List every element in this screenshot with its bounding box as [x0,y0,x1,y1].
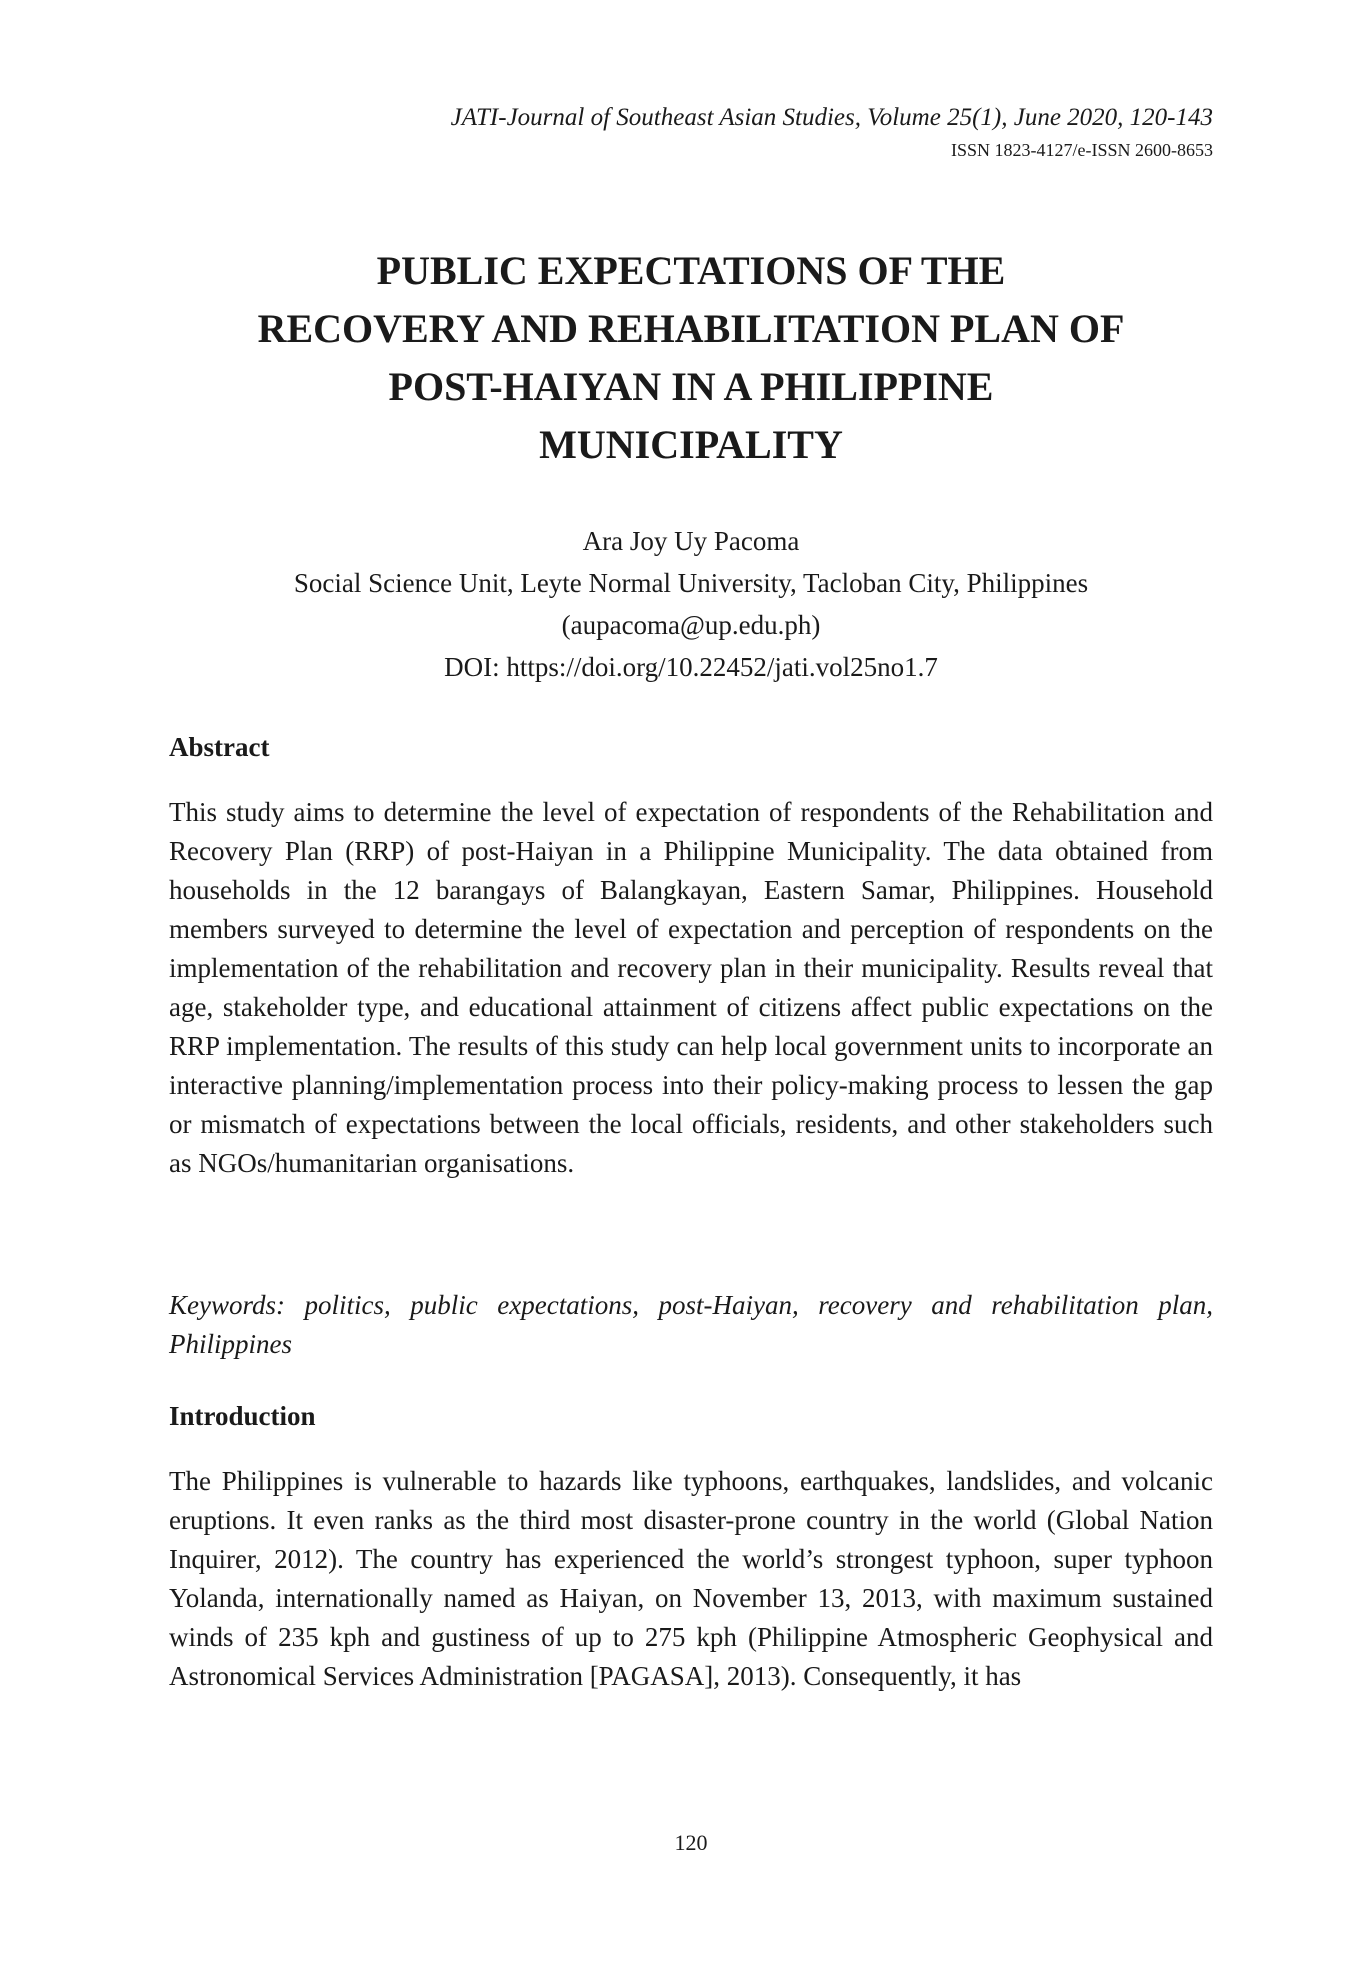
author-name: Ara Joy Uy Pacoma [582,526,800,556]
doi-link[interactable]: DOI: https://doi.org/10.22452/jati.vol25no1.7 [444,652,938,682]
title-line: PUBLIC EXPECTATIONS OF THE [376,248,1006,293]
issn-line: ISSN 1823-4127/e-ISSN 2600-8653 [950,140,1213,160]
author-email: (aupacoma@up.edu.ph) [561,610,821,640]
keywords: Keywords: politics, public expectations, post-Haiyan, recovery and rehabilitation plan, Philippines [169,1290,1213,1359]
journal-citation: JATI-Journal of Southeast Asian Studies, Volume 25(1), June 2020, 120-143 [450,104,1213,131]
title-line: RECOVERY AND REHABILITATION PLAN OF [257,306,1125,351]
introduction-heading: Introduction [169,1401,316,1431]
page-number: 120 [674,1830,708,1855]
title-line: POST-HAIYAN IN A PHILIPPINE [388,364,994,409]
title-line: MUNICIPALITY [539,422,843,467]
abstract-heading: Abstract [169,732,270,762]
introduction-body: The Philippines is vulnerable to hazards like typhoons, earthquakes, landslides, and volcanic eruptions. It even ranks as the third most disaster-prone country in the world (Global Nation Inquirer, 2012). The country has experienced the world’s strongest typhoon, super typhoon Yolanda, internationally named as Haiyan, on November 13, 2013, with maximum sustained winds of 235 kph and gustiness of up to 275 kph (Philippine Atmospheric Geophysical and Astronomical Services Administration [PAGASA], 2013). Consequently, it has [169,1466,1213,1691]
abstract-body: This study aims to determine the level of expectation of respondents of the Rehabilitation and Recovery Plan (RRP) of post-Haiyan in a Philippine Municipality. The data obtained from households in the 12 barangays of Balangkayan, Eastern Samar, Philippines. Household members surveyed to determine the level of expectation and perception of respondents on the implementation of the rehabilitation and recovery plan in their municipality. Results reveal that age, stakeholder type, and educational attainment of citizens affect public expectations on the RRP implementation. The results of this study can help local government units to incorporate an interactive planning/implementation process into their policy-making process to lessen the gap or mismatch of expectations between the local officials, residents, and other stakeholders such as NGOs/humanitarian organisations. [169,797,1213,1178]
paper-title [169,242,1213,474]
author-block [169,520,1213,688]
author-affiliation: Social Science Unit, Leyte Normal University, Tacloban City, Philippines [293,568,1089,598]
